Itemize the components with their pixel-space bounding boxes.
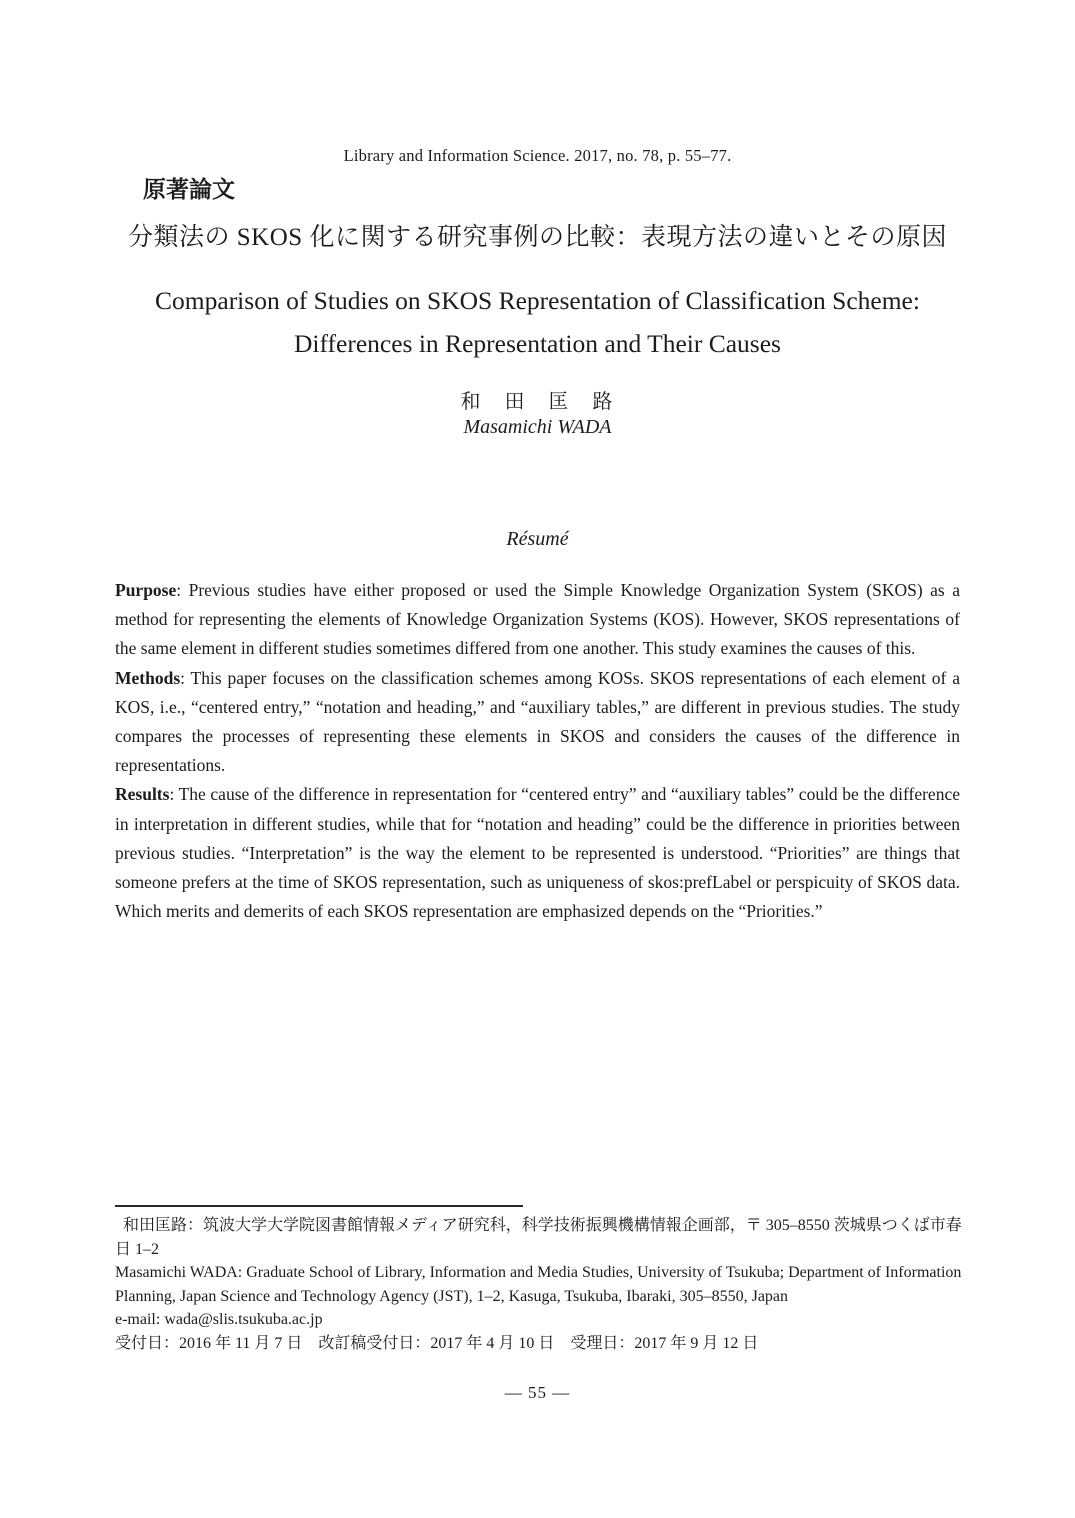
abstract-purpose-paragraph bbox=[115, 576, 960, 664]
abstract-heading: Résumé bbox=[506, 528, 569, 550]
paper-title-english-line2: Differences in Representation and Their Causes bbox=[294, 329, 781, 358]
author-name-english: Masamichi WADA bbox=[463, 416, 612, 438]
abstract-methods-label: Methods bbox=[115, 667, 181, 688]
footnote-divider bbox=[115, 1205, 523, 1207]
abstract-results-paragraph bbox=[115, 780, 960, 926]
footnote-affiliation-english: Masamichi WADA: Graduate School of Library, Information and Media Studies, University of Tsukuba; Department of Information Planning, Japan Science and Technology Agency (JST), 1–2, Kasuga, Tsukuba, Ibaraki, 305–8550, Japan bbox=[115, 1264, 962, 1305]
paper-title-english-line1: Comparison of Studies on SKOS Representation of Classification Scheme: bbox=[155, 286, 920, 315]
journal-citation-line: Library and Information Science. 2017, no. 78, p. 55–77. bbox=[343, 146, 732, 165]
abstract-purpose-text: : Previous studies have either proposed or used the Simple Knowledge Organization System (SKOS) as a method for representing the elements of Knowledge Organization Systems (KOS). However, SKOS representations of the same element in different studies sometimes differed from one another. This study examines the causes of this. bbox=[115, 580, 960, 659]
paper-title-japanese: 分類法の SKOS 化に関する研究事例の比較：表現方法の違いとその原因 bbox=[128, 224, 947, 251]
article-type-label: 原著論文 bbox=[143, 177, 235, 203]
footnote-email: e-mail: wada@slis.tsukuba.ac.jp bbox=[115, 1311, 323, 1328]
abstract-body bbox=[115, 576, 960, 926]
footnote-dates: 受付日：2016 年 11 月 7 日 改訂稿受付日：2017 年 4 月 10 日 受理日：2017 年 9 月 12 日 bbox=[115, 1334, 759, 1352]
abstract-results-label: Results bbox=[115, 784, 170, 805]
footnote-block bbox=[115, 1205, 963, 1355]
abstract-methods-paragraph bbox=[115, 664, 960, 781]
abstract-purpose-label: Purpose bbox=[115, 580, 177, 600]
page-number: — 55 — bbox=[504, 1383, 571, 1402]
author-name-japanese: 和 田 匡 路 bbox=[460, 391, 615, 413]
abstract-results-text: : The cause of the difference in representation for “centered entry” and “auxiliary tables” could be the difference in interpretation in different studies, while that for “notation and heading” could be the difference in priorities between previous studies. “Interpretation” is the way the element to be represented is understood. “Priorities” are things that someone prefers at the time of SKOS representation, such as uniqueness of skos:prefLabel or perspicuity of SKOS data. Which merits and demerits of each SKOS representation are emphasized depends on the “Priorities.” bbox=[115, 784, 960, 922]
abstract-methods-text: : This paper focuses on the classification schemes among KOSs. SKOS representations of each element of a KOS, i.e., “centered entry,” “notation and heading,” and “auxiliary tables,” are different in previous studies. The study compares the processes of representing these elements in SKOS and considers the causes of the difference in representations. bbox=[115, 667, 960, 776]
footnote-affiliation-japanese: 和田匡路：筑波大学大学院図書館情報メディア研究科，科学技術振興機構情報企画部，〒 305–8550 茨城県つくば市春日 1–2 bbox=[115, 1217, 962, 1258]
paper-title-english bbox=[0, 279, 1075, 365]
